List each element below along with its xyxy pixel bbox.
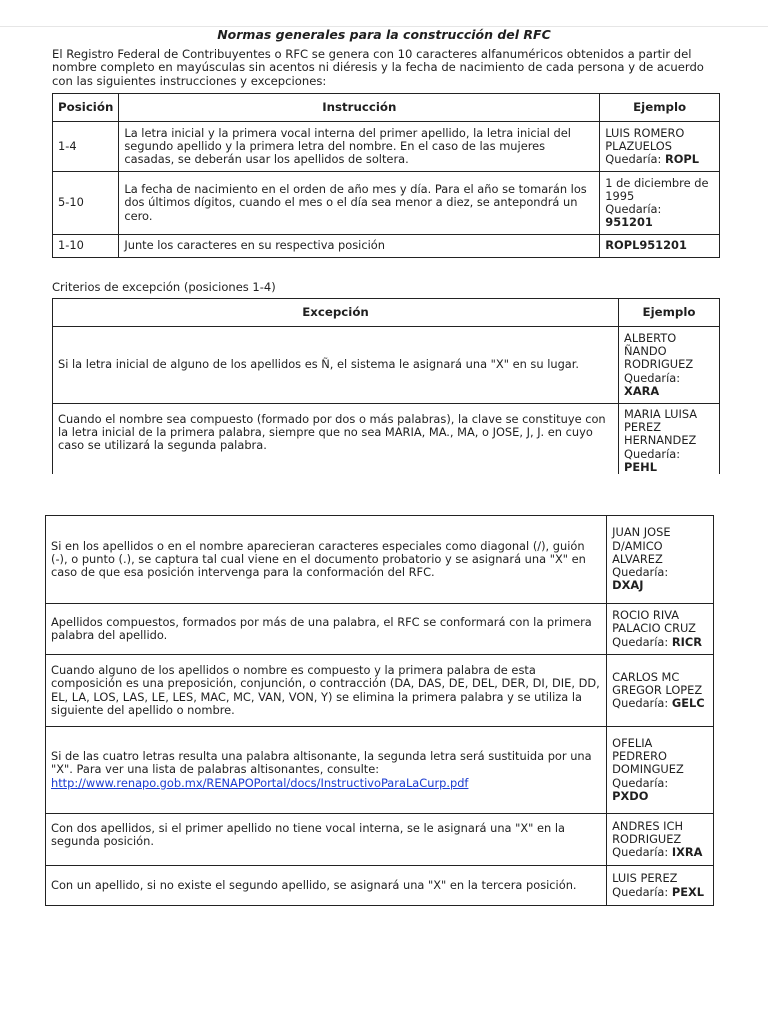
ejemplo-line: RODRIGUEZ	[624, 357, 694, 372]
col-header-posicion: Posición	[53, 94, 119, 122]
quedaria-value: PEHL	[624, 459, 657, 474]
ejemplo-line: PEREZ	[624, 420, 662, 435]
quedaria-label: Quedaría:	[612, 845, 672, 860]
quedaria-value: 951201	[605, 215, 653, 230]
page-top-divider	[0, 0, 768, 27]
excepcion-cell: Cuando el nombre sea compuesto (formado por dos o más palabras), la clave se constituye con la letra inicial de la primera palabra, siempre que no sea MARIA, MA., MA, o JOSE, J, J. en cuyo caso se utilizará la segunda palabra.	[53, 404, 619, 475]
ejemplo-line: RODRIGUEZ	[612, 831, 682, 846]
ejemplo-cell	[600, 172, 720, 235]
quedaria-value: PXDO	[612, 788, 649, 803]
ejemplo-cell	[607, 516, 714, 604]
ejemplo-line: HERNANDEZ	[624, 433, 697, 448]
quedaria-value: RICR	[671, 634, 702, 649]
instruccion-cell: Junte los caracteres en su respectiva posición	[119, 235, 600, 258]
excepcion-cell: Con un apellido, si no existe el segundo apellido, se asignará una "X" en la tercera posición.	[46, 866, 607, 906]
quedaria-line	[624, 448, 714, 474]
quedaria-label: Quedaría:	[624, 370, 681, 385]
table-header-row	[53, 299, 720, 327]
ejemplo-line: PALACIO CRUZ	[612, 621, 696, 636]
ejemplo-line: LUIS ROMERO	[605, 125, 685, 140]
ejemplo-cell	[607, 814, 714, 866]
ejemplo-line: ALVAREZ	[612, 551, 663, 566]
quedaria-line	[605, 153, 714, 166]
ejemplo-cell	[607, 866, 714, 906]
quedaria-line	[612, 636, 708, 649]
ejemplo-line: ANDRES ICH	[612, 818, 684, 833]
excepcion-cell	[46, 727, 607, 814]
quedaria-value: ROPL	[664, 152, 700, 167]
ejemplo-line: 1995	[605, 188, 635, 203]
ejemplo-line: ROCIO RIVA	[612, 608, 680, 623]
posicion-cell: 1-4	[53, 122, 119, 172]
col-header-excepcion: Excepción	[53, 299, 619, 327]
ejemplo-cell	[607, 655, 714, 727]
ejemplo-line: D/AMICO	[612, 538, 663, 553]
ejemplo-line: GREGOR LOPEZ	[612, 682, 703, 697]
quedaria-label: Quedaría:	[624, 446, 681, 461]
quedaria-label: Quedaría:	[612, 634, 672, 649]
table-row	[46, 727, 714, 814]
ejemplo-line: CARLOS MC	[612, 669, 680, 684]
table-row	[53, 404, 720, 475]
excepcion-text: Si de las cuatro letras resulta una palabra altisonante, la segunda letra será sustituida por una "X". Para ver una lista de palabras altisonantes, consulte:	[51, 749, 592, 777]
ejemplo-line: ALBERTO	[624, 330, 677, 345]
quedaria-value: GELC	[671, 696, 705, 711]
instruccion-cell: La fecha de nacimiento en el orden de año mes y día. Para el año se tomarán los dos últimos dígitos, cuando el mes o el día sea menor a diez, se antepondrá un cero.	[119, 172, 600, 235]
ejemplo-line: 1 de diciembre de	[605, 175, 709, 190]
excepcion-cell: Apellidos compuestos, formados por más de una palabra, el RFC se conformará con la primera palabra del apellido.	[46, 604, 607, 655]
col-header-ejemplo: Ejemplo	[619, 299, 720, 327]
ejemplo-line: JUAN JOSE	[612, 525, 671, 540]
ejemplo-line: MARIA LUISA	[624, 407, 698, 421]
table-row	[46, 516, 714, 604]
quedaria-value: DXAJ	[612, 578, 644, 593]
table-header-row	[53, 94, 720, 122]
table-row	[46, 814, 714, 866]
exceptions-caption: Criterios de excepción (posiciones 1-4)	[52, 280, 276, 294]
table-row	[46, 866, 714, 906]
quedaria-label: Quedaría:	[612, 775, 669, 790]
col-header-ejemplo: Ejemplo	[600, 94, 720, 122]
ejemplo-cell: ROPL951201	[600, 235, 720, 258]
ejemplo-line: PLAZUELOS	[605, 138, 673, 153]
table-row	[53, 235, 720, 258]
excepcion-cell: Si la letra inicial de alguno de los apellidos es Ñ, el sistema le asignará una "X" en su lugar.	[53, 327, 619, 404]
rules-table	[52, 93, 720, 258]
table-row	[46, 604, 714, 655]
ejemplo-line: DOMINGUEZ	[612, 762, 684, 777]
ejemplo-cell	[607, 604, 714, 655]
excepcion-cell: Si en los apellidos o en el nombre aparecieran caracteres especiales como diagonal (/), guión (-), o punto (.), se captura tal cual viene en el documento probatorio y se asignará una "X" en caso de que esa posición intervenga para la conformación del RFC.	[46, 516, 607, 604]
ejemplo-line: OFELIA	[612, 735, 653, 750]
table-row	[53, 327, 720, 404]
quedaria-label: Quedaría:	[605, 152, 665, 167]
quedaria-line	[612, 886, 708, 899]
table-row	[53, 122, 720, 172]
ejemplo-cell	[600, 122, 720, 172]
intro-paragraph: El Registro Federal de Contribuyentes o RFC se genera con 10 caracteres alfanuméricos obtenidos a partir del nombre completo en mayúsculas sin acentos ni diéresis y la fecha de nacimiento de cada persona y de acuerdo con las siguientes instrucciones y excepciones:	[52, 47, 704, 88]
ejemplo-cell	[619, 327, 720, 404]
quedaria-line	[612, 697, 708, 710]
page-title: Normas generales para la construcción del RFC	[217, 27, 551, 42]
quedaria-line	[612, 846, 708, 859]
exceptions-table	[52, 298, 720, 474]
ejemplo-line: PEDRERO	[612, 749, 667, 764]
quedaria-value: IXRA	[671, 845, 703, 860]
excepcion-cell: Cuando alguno de los apellidos o nombre es compuesto y la primera palabra de esta composición es una preposición, conjunción, o contracción (DA, DAS, DE, DEL, DER, DI, DIE, DD, EL, LA, LOS, LAS, LE, LES, MAC, MC, VAN, VON, Y) se elimina la primera palabra y se utiliza la siguiente del apellido o nombre.	[46, 655, 607, 727]
ejemplo-cell	[607, 727, 714, 814]
ejemplo-line: ÑANDO	[624, 344, 667, 359]
altisonantes-link[interactable]: http://www.renapo.gob.mx/RENAPOPortal/docs/InstructivoParaLaCurp.pdf	[51, 775, 469, 790]
excepcion-cell: Con dos apellidos, si el primer apellido no tiene vocal interna, se le asignará una "X" en la segunda posición.	[46, 814, 607, 866]
quedaria-label: Quedaría:	[612, 696, 672, 711]
quedaria-label: Quedaría:	[612, 565, 669, 580]
col-header-instruccion: Instrucción	[119, 94, 600, 122]
quedaria-label: Quedaría:	[612, 884, 672, 899]
posicion-cell: 5-10	[53, 172, 119, 235]
table-row	[53, 172, 720, 235]
posicion-cell: 1-10	[53, 235, 119, 258]
ejemplo-cell	[619, 404, 720, 475]
ejemplo-line: LUIS PEREZ	[612, 871, 678, 886]
quedaria-value: PEXL	[671, 884, 705, 899]
table-row	[46, 655, 714, 727]
quedaria-label: Quedaría:	[605, 202, 662, 216]
exceptions-table-continued	[45, 515, 714, 906]
instruccion-cell: La letra inicial y la primera vocal interna del primer apellido, la letra inicial del segundo apellido y la primera letra del nombre. En el caso de las mujeres casadas, se deberán usar los apellidos de soltera.	[119, 122, 600, 172]
quedaria-value: XARA	[624, 383, 660, 398]
